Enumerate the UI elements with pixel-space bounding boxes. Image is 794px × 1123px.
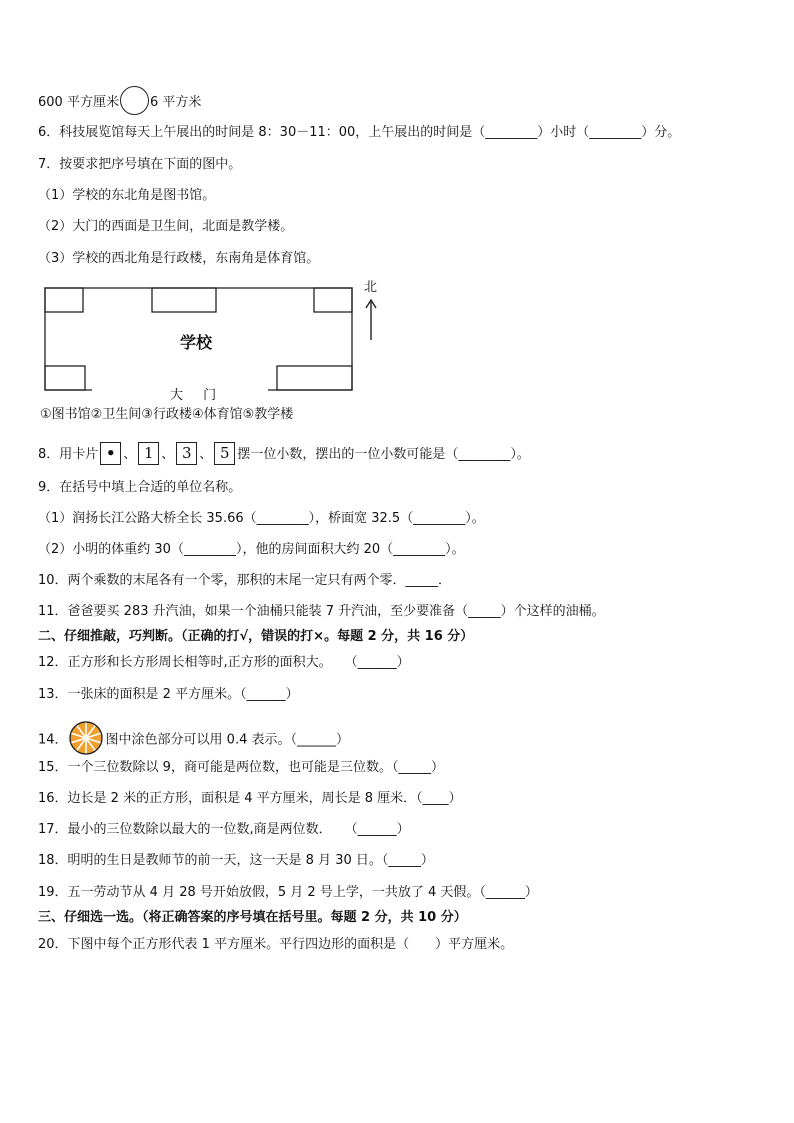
shaded-circle-icon — [68, 720, 104, 756]
question-7-item-2: （2）大门的西面是卫生间，北面是教学楼。 — [38, 219, 294, 234]
q8-suffix: 摆一位小数，摆出的一位小数可能是（________）。 — [237, 447, 530, 462]
question-7-item-1: （1）学校的东北角是图书馆。 — [38, 188, 216, 203]
q8-prefix: 8．用卡片 — [38, 447, 99, 462]
q14-prefix: 14． — [38, 732, 68, 748]
map-gate-label: 大 门 — [170, 388, 225, 403]
question-6: 6．科技展览馆每天上午展出的时间是 8：30－11：00，上午展出的时间是（________）小时（________）分。 — [38, 125, 681, 140]
question-7-item-3: （3）学校的西北角是行政楼，东南角是体育馆。 — [38, 251, 320, 266]
map-school-label: 学校 — [180, 333, 213, 352]
question-7: 7．按要求把序号填在下面的图中。 — [38, 157, 242, 172]
compare-line — [38, 88, 201, 117]
q8-sep-1: 、 — [123, 447, 137, 462]
map-box-southwest — [45, 366, 85, 390]
question-15: 15．一个三位数除以 9，商可能是两位数，也可能是三位数。（_____） — [38, 760, 444, 775]
question-19: 19．五一劳动节从 4 月 28 号开始放假，5 月 2 号上学，一共放了 4 天假。（______） — [38, 885, 538, 900]
compare-circle-blank[interactable] — [120, 86, 149, 115]
card-1: 1 — [138, 442, 159, 465]
section-3-heading: 三、仔细选一选。（将正确答案的序号填在括号里。每题 2 分，共 10 分） — [38, 910, 467, 925]
q8-sep-2: 、 — [161, 447, 175, 462]
map-box-north — [152, 288, 216, 312]
question-10: 10．两个乘数的末尾各有一个零，那积的末尾一定只有两个零．_____． — [38, 573, 452, 588]
question-12: 12．正方形和长方形周长相等时,正方形的面积大。 （______） — [38, 655, 410, 670]
question-18: 18．明明的生日是教师节的前一天，这一天是 8 月 30 日。（_____） — [38, 853, 434, 868]
question-17: 17．最小的三位数除以最大的一位数,商是两位数． （______） — [38, 822, 410, 837]
card-3: 3 — [176, 442, 197, 465]
q8-sep-3: 、 — [199, 447, 213, 462]
compare-left: 600 平方厘米 — [38, 95, 119, 110]
map-legend: ①图书馆②卫生间③行政楼④体育馆⑤教学楼 — [40, 407, 294, 422]
section-2-heading: 二、仔细推敲，巧判断。（正确的打√，错误的打×。每题 2 分，共 16 分） — [38, 629, 474, 644]
q14-text: 图中涂色部分可以用 0.4 表示。（______） — [105, 732, 349, 748]
map-box-southeast — [277, 366, 352, 390]
question-9: 9．在括号中填上合适的单位名称。 — [38, 480, 242, 495]
map-box-northeast — [314, 288, 352, 312]
question-9-item-1: （1）润扬长江公路大桥全长 35.66（________），桥面宽 32.5（________）。 — [38, 511, 485, 526]
map-north-label: 北 — [364, 280, 378, 295]
question-11: 11．爸爸要买 283 升汽油，如果一个油桶只能装 7 升汽油，至少要准备（_____）个这样的油桶。 — [38, 604, 605, 619]
map-box-northwest — [45, 288, 83, 312]
question-14 — [38, 722, 349, 758]
school-map — [44, 280, 390, 404]
question-16: 16．边长是 2 米的正方形，面积是 4 平方厘米，周长是 8 厘米．（____） — [38, 791, 462, 806]
question-13: 13．一张床的面积是 2 平方厘米。（______） — [38, 687, 299, 702]
question-8 — [38, 443, 530, 466]
compare-right: 6 平方米 — [149, 95, 202, 110]
question-9-item-2: （2）小明的体重约 30（________），他的房间面积大约 20（________）。 — [38, 542, 465, 557]
question-20: 20．下图中每个正方形代表 1 平方厘米。平行四边形的面积是（ ）平方厘米。 — [38, 937, 514, 952]
card-5: 5 — [214, 442, 235, 465]
card-dot: • — [100, 442, 121, 465]
